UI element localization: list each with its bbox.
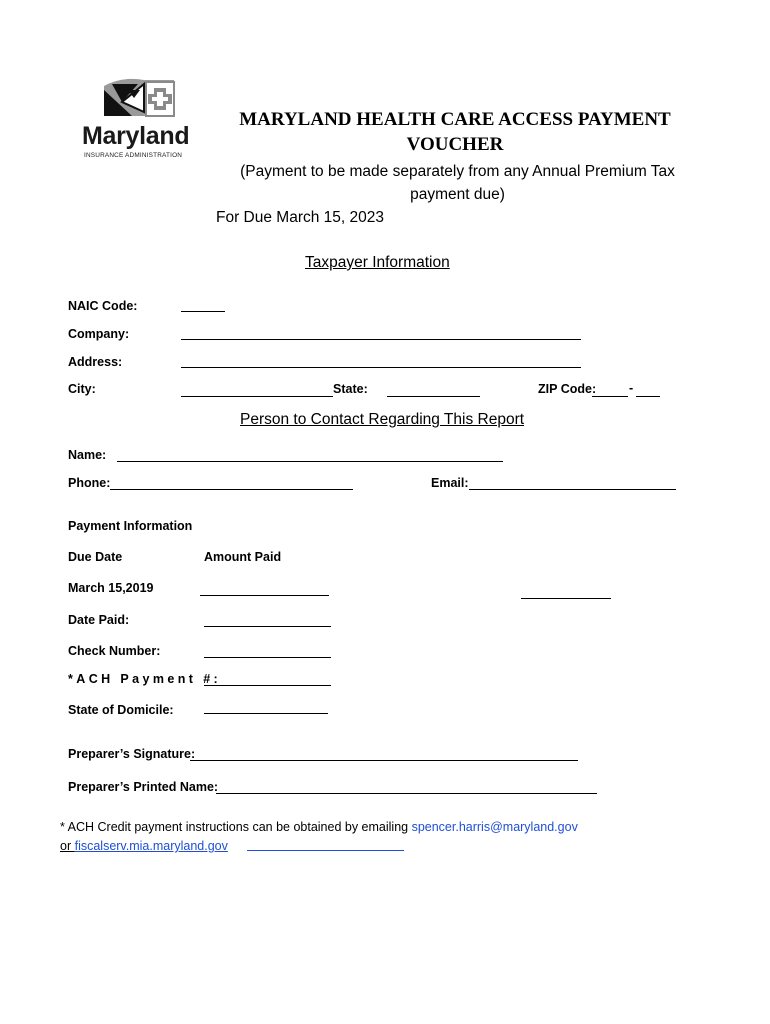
page-title-line1: MARYLAND HEALTH CARE ACCESS PAYMENT [239, 109, 671, 130]
company-label: Company: [68, 327, 130, 341]
page-title-line2: VOUCHER [406, 134, 504, 155]
zip-code-label: ZIP Code: [538, 382, 597, 396]
date-paid-field[interactable] [204, 626, 331, 627]
contact-name-field[interactable] [117, 461, 503, 462]
phone-field[interactable] [110, 489, 353, 490]
check-number-field[interactable] [204, 657, 331, 658]
ach-payment-label: *ACH Payment #: [68, 672, 222, 686]
note-text: * ACH Credit payment instructions can be obtained by emailing [60, 820, 412, 834]
ach-payment-field[interactable] [204, 685, 331, 686]
zip-separator: - [629, 381, 634, 395]
contact-section-title: Person to Contact Regarding This Report [240, 411, 525, 428]
city-field[interactable] [181, 396, 333, 397]
page-subtitle-line2: payment due) [410, 186, 505, 203]
zip-code-field[interactable] [592, 396, 628, 397]
email-label: Email: [431, 476, 469, 490]
state-of-domicile-field[interactable] [204, 713, 328, 714]
state-field[interactable] [387, 396, 480, 397]
preparer-printed-name-label: Preparer’s Printed Name: [68, 780, 219, 794]
taxpayer-section-title: Taxpayer Information [305, 254, 450, 271]
due-date-column-header: Due Date [68, 550, 123, 564]
city-label: City: [68, 382, 96, 396]
state-of-domicile-label: State of Domicile: [68, 703, 174, 717]
address-field[interactable] [181, 367, 581, 368]
naic-code-field[interactable] [181, 311, 225, 312]
check-number-label: Check Number: [68, 644, 161, 658]
address-label: Address: [68, 355, 123, 369]
amount-paid-column-header: Amount Paid [204, 550, 282, 564]
email-link-spencer[interactable]: spencer.harris@maryland.gov [411, 820, 578, 834]
logo-wordmark: Maryland [82, 122, 190, 150]
or-text: or [60, 839, 75, 853]
email-field[interactable] [469, 489, 676, 490]
link-underline [247, 850, 404, 851]
page-subtitle-line1: (Payment to be made separately from any Annual Premium Tax [240, 163, 675, 180]
date-paid-label: Date Paid: [68, 613, 130, 627]
email-link-fiscalserv[interactable]: fiscalserv.mia.maryland.gov [74, 839, 228, 853]
preparer-signature-field[interactable] [190, 760, 578, 761]
naic-code-label: NAIC Code: [68, 299, 138, 313]
logo-subtitle: INSURANCE ADMINISTRATION [84, 152, 183, 159]
due-date-value: March 15,2019 [68, 581, 154, 595]
extra-blank-field[interactable] [521, 598, 611, 599]
payment-section-title: Payment Information [68, 519, 193, 533]
company-field[interactable] [181, 339, 581, 340]
amount-paid-field[interactable] [200, 595, 329, 596]
preparer-signature-label: Preparer’s Signature: [68, 747, 196, 761]
due-date-text: For Due March 15, 2023 [216, 209, 385, 226]
state-label: State: [333, 382, 368, 396]
phone-label: Phone: [68, 476, 111, 490]
zip-plus4-field[interactable] [636, 396, 660, 397]
preparer-printed-name-field[interactable] [216, 793, 597, 794]
contact-name-label: Name: [68, 448, 107, 462]
